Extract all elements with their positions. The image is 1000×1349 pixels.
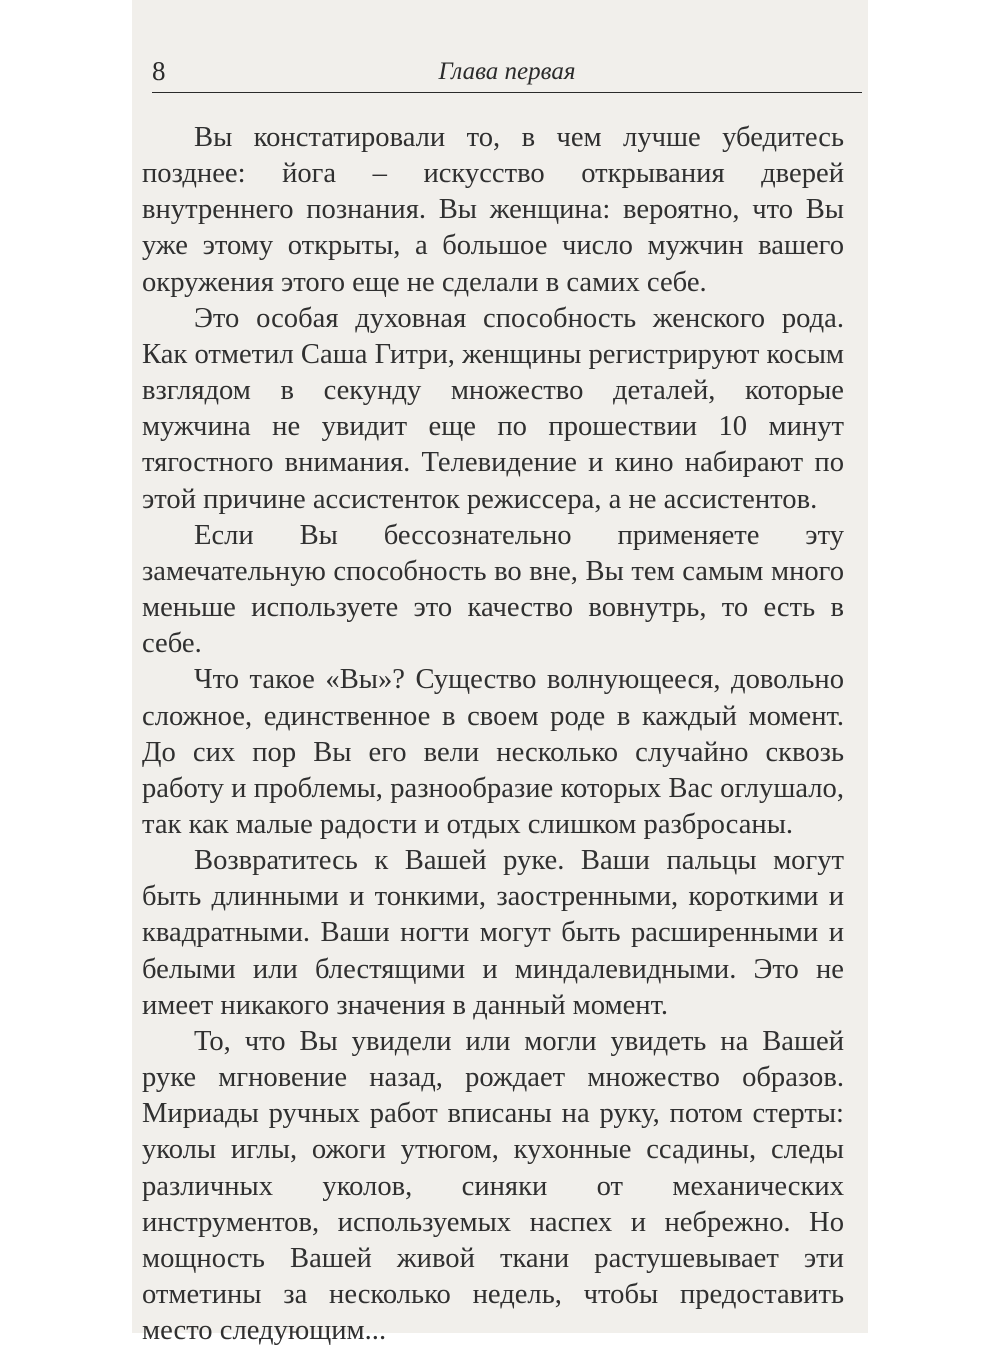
paragraph: Возвратитесь к Вашей руке. Ваши пальцы могут быть длинными и тонкими, заостренными, короткими и квадратными. Ваши ногти могут быть расширенными и белыми или блестящими и миндалевидными. Это не имеет никакого значения в данный момент. [142,845,844,1021]
running-head [152,52,862,93]
page-number: 8 [152,56,166,86]
chapter-title: Глава первая [438,58,576,85]
book-page [132,0,868,1347]
paragraph: То, что Вы увидели или могли увидеть на Вашей руке мгновение назад, рождает множество образов. Мириады ручных работ вписаны на руку, потом стерты: уколы иглы, ожоги утюгом, кухонные ссадины, следы различных уколов, синяки от механических инструментов, используемых наспех и небрежно. Но мощность Вашей живой ткани растушевывает эти отметины за несколько недель, чтобы предоставить место следующим... [142,1025,844,1347]
paragraph: Вы констатировали то, в чем лучше убедитесь позднее: йога – искусство открывания дверей внутреннего познания. Вы женщина: вероятно, что Вы уже этому открыты, а большое число мужчин вашего окружения этого еще не сделали в самих себе. [142,122,844,298]
body-text [142,120,844,1349]
paragraph: Если Вы бессознательно применяете эту замечательную способность во вне, Вы тем самым много меньше используете это качество вовнутрь, то есть в себе. [142,519,844,660]
paragraph: Что такое «Вы»? Существо волнующееся, довольно сложное, единственное в своем роде в каждый момент. До сих пор Вы его вели несколько случайно сквозь работу и проблемы, разнообразие которых Вас оглушало, так как малые радости и отдых слишком разбросаны. [142,664,844,840]
paragraph: Это особая духовная способность женского рода. Как отметил Саша Гитри, женщины регистрируют косым взглядом в секунду множество деталей, которые мужчина не увидит еще по прошествии 10 минут тягостного внимания. Телевидение и кино набирают по этой причине ассистенток режиссера, а не ассистентов. [142,302,844,515]
